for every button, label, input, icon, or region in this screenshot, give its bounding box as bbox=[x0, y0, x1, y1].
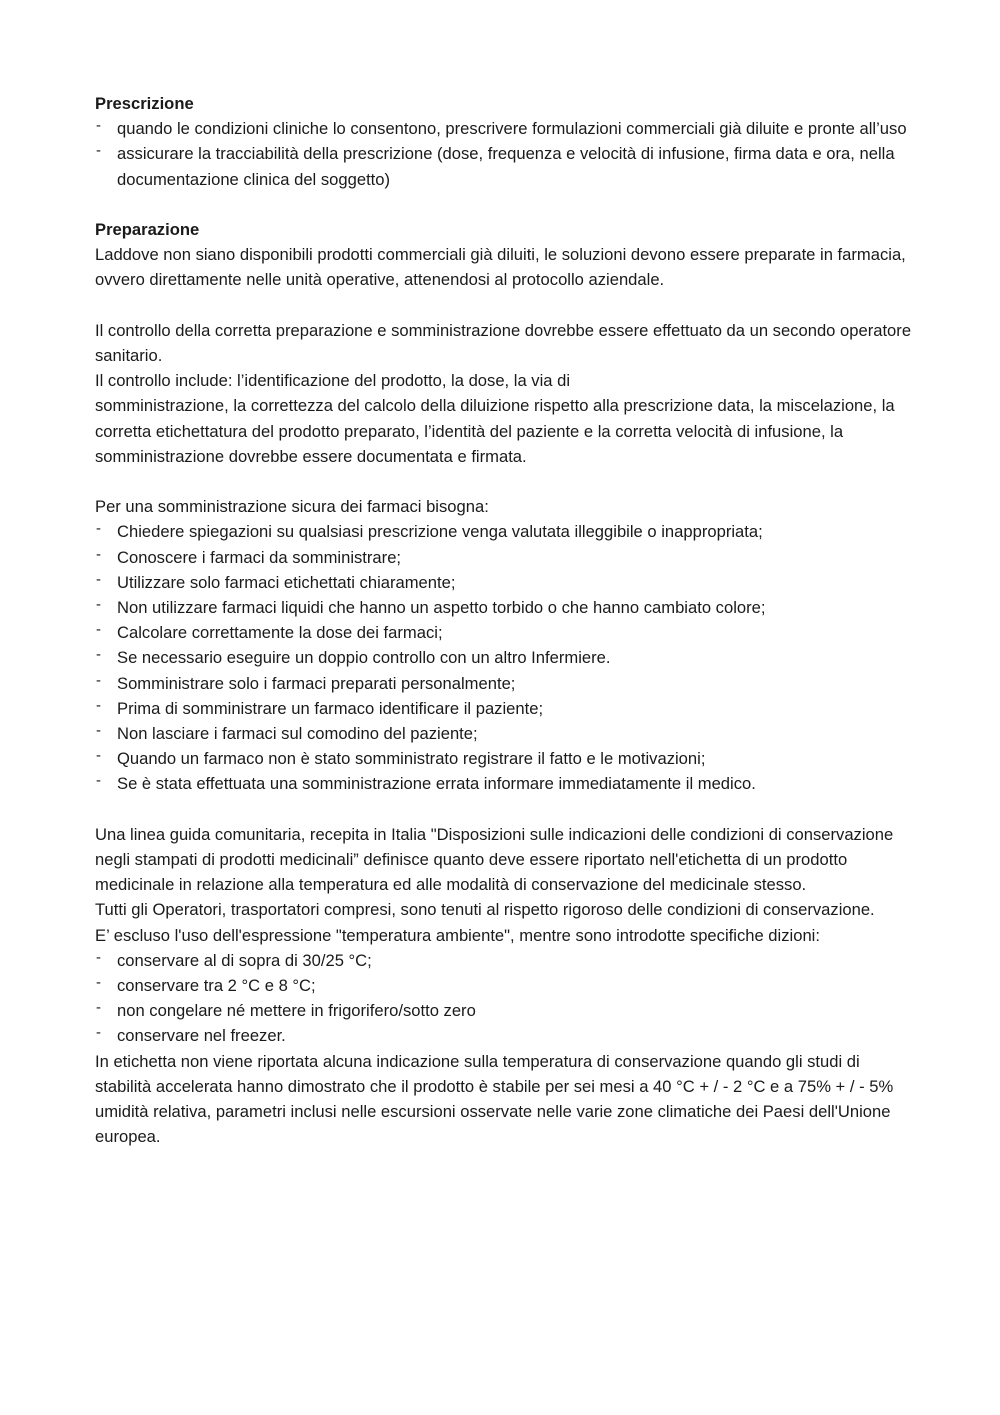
list-item: - conservare nel freezer. bbox=[95, 1023, 915, 1048]
list-item: - assicurare la tracciabilità della prescrizione (dose, frequenza e velocità di infusione, firma data e ora, nella documentazione clinica del soggetto) bbox=[95, 141, 915, 191]
list-item: - Conoscere i farmaci da somministrare; bbox=[95, 545, 915, 570]
list-item: - quando le condizioni cliniche lo consentono, prescrivere formulazioni commerciali già diluite e pronte all’uso bbox=[95, 116, 915, 141]
list-conservazione bbox=[95, 948, 915, 1049]
list-item: - conservare tra 2 °C e 8 °C; bbox=[95, 973, 915, 998]
list-item: - Se necessario eseguire un doppio controllo con un altro Infermiere. bbox=[95, 645, 915, 670]
list-somministrazione bbox=[95, 519, 915, 796]
heading-preparazione: Preparazione bbox=[95, 220, 200, 239]
list-item: - Non lasciare i farmaci sul comodino del paziente; bbox=[95, 721, 915, 746]
spacer bbox=[95, 293, 915, 318]
paragraph-conservazione-4: In etichetta non viene riportata alcuna indicazione sulla temperatura di conservazione quando gli studi di stabilità accelerata hanno dimostrato che il prodotto è stabile per sei mesi a 40 °C + / - 2 °C e a 75% + / - 5% umidità relativa, parametri inclusi nelle escursioni osservate nelle varie zone climatiche dei Paesi dell'Unione europea. bbox=[95, 1051, 894, 1147]
spacer bbox=[95, 192, 915, 217]
list-item: - Calcolare correttamente la dose dei farmaci; bbox=[95, 620, 915, 645]
list-item: - non congelare né mettere in frigorifero/sotto zero bbox=[95, 998, 915, 1023]
spacer bbox=[95, 469, 915, 494]
paragraph-somministrazione-intro: Per una somministrazione sicura dei farmaci bisogna: bbox=[95, 497, 489, 517]
document-page bbox=[95, 91, 915, 1149]
list-item: - Quando un farmaco non è stato somministrato registrare il fatto e le motivazioni; bbox=[95, 746, 915, 771]
paragraph-preparazione-3b: somministrazione, la correttezza del calcolo della diluizione rispetto alla prescrizione data, la miscelazione, la corretta etichettatura del prodotto preparato, l’identità del paziente e la corretta velocità di infusione, la somministrazione dovrebbe essere documentata e firmata. bbox=[95, 396, 895, 466]
paragraph-preparazione-2: Il controllo della corretta preparazione e somministrazione dovrebbe essere effettuato da un secondo operatore sanitario. bbox=[95, 320, 912, 365]
paragraph-preparazione-1: Laddove non siano disponibili prodotti commerciali già diluiti, le soluzioni devono essere preparate in farmacia, ovvero direttamente nelle unità operative, attenendosi al protocollo aziendale. bbox=[95, 245, 906, 290]
list-item: - Prima di somministrare un farmaco identificare il paziente; bbox=[95, 696, 915, 721]
list-item: - Somministrare solo i farmaci preparati personalmente; bbox=[95, 671, 915, 696]
spacer bbox=[95, 797, 915, 822]
list-item: - conservare al di sopra di 30/25 °C; bbox=[95, 948, 915, 973]
list-item: - Utilizzare solo farmaci etichettati chiaramente; bbox=[95, 570, 915, 595]
heading-prescrizione: Prescrizione bbox=[95, 94, 194, 113]
list-item: - Se è stata effettuata una somministrazione errata informare immediatamente il medico. bbox=[95, 771, 915, 796]
paragraph-conservazione-2: Tutti gli Operatori, trasportatori compresi, sono tenuti al rispetto rigoroso delle condizioni di conservazione. bbox=[95, 900, 875, 920]
list-item: - Non utilizzare farmaci liquidi che hanno un aspetto torbido o che hanno cambiato colore; bbox=[95, 595, 915, 620]
paragraph-conservazione-3: E’ escluso l'uso dell'espressione "temperatura ambiente", mentre sono introdotte specifiche dizioni: bbox=[95, 925, 820, 945]
paragraph-preparazione-3a: Il controllo include: l’identificazione del prodotto, la dose, la via di bbox=[95, 371, 571, 391]
list-item: - Chiedere spiegazioni su qualsiasi prescrizione venga valutata illeggibile o inappropriata; bbox=[95, 519, 915, 544]
list-prescrizione bbox=[95, 116, 915, 192]
paragraph-conservazione-1: Una linea guida comunitaria, recepita in Italia "Disposizioni sulle indicazioni delle condizioni di conservazione negli stampati di prodotti medicinali” definisce quanto deve essere riportato nell'etichetta di un prodotto medicinale in relazione alla temperatura ed alle modalità di conservazione del medicinale stesso. bbox=[95, 824, 894, 895]
